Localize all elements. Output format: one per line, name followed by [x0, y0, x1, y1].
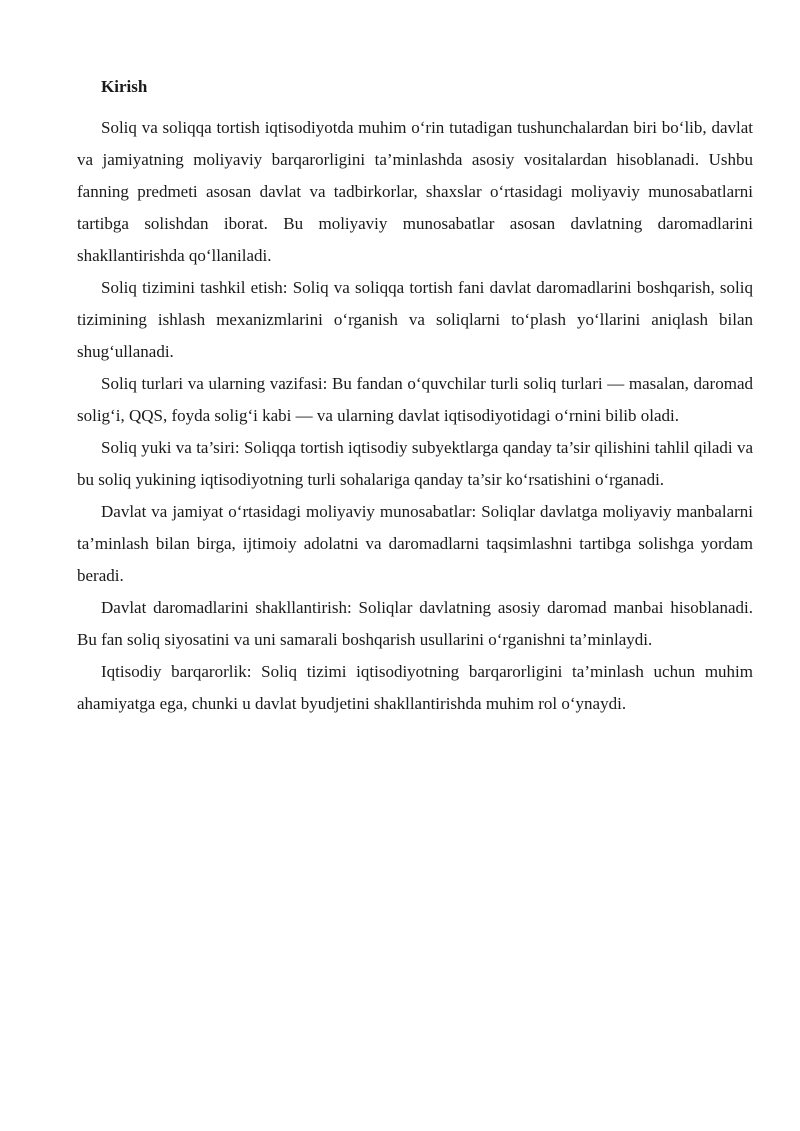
document-body	[77, 74, 753, 720]
paragraph-state-society: Davlat va jamiyat o‘rtasidagi moliyaviy munosabatlar: Soliqlar davlatga moliyaviy manbalarni ta’minlash bilan birga, ijtimoiy adolatni va daromadlarni taqsimlashni tartibga solishga yordam beradi.	[77, 502, 753, 585]
paragraph-tax-burden: Soliq yuki va ta’siri: Soliqqa tortish iqtisodiy subyektlarga qanday ta’sir qilishini tahlil qiladi va bu soliq yukining iqtisodiyotning turli sohalariga qanday ta’sir ko‘rsatishini o‘rganadi.	[77, 438, 753, 489]
paragraph-intro: Soliq va soliqqa tortish iqtisodiyotda muhim o‘rin tutadigan tushunchalardan biri bo‘lib, davlat va jamiyatning moliyaviy barqarorligini ta’minlashda asosiy vositalardan hisoblanadi. Ushbu fanning predmeti asosan davlat va tadbirkorlar, shaxslar o‘rtasidagi moliyaviy munosabatlarni tartibga solishdan iborat. Bu moliyaviy munosabatlar asosan davlatning daromadlarini shakllantirishda qo‘llaniladi.	[77, 118, 753, 265]
paragraph-tax-system: Soliq tizimini tashkil etish: Soliq va soliqqa tortish fani davlat daromadlarini boshqarish, soliq tizimining ishlash mexanizmlarini o‘rganish va soliqlarni to‘plash yo‘llarini aniqlash bilan shug‘ullanadi.	[77, 278, 753, 361]
section-heading: Kirish	[101, 77, 148, 96]
paragraph-economic-stability: Iqtisodiy barqarorlik: Soliq tizimi iqtisodiyotning barqarorligini ta’minlash uchun muhim ahamiyatga ega, chunki u davlat byudjetini shakllantirishda muhim rol o‘ynaydi.	[77, 662, 753, 713]
paragraph-state-revenue: Davlat daromadlarini shakllantirish: Soliqlar davlatning asosiy daromad manbai hisoblanadi. Bu fan soliq siyosatini va uni samarali boshqarish usullarini o‘rganishni ta’minlaydi.	[77, 598, 753, 649]
paragraph-tax-types: Soliq turlari va ularning vazifasi: Bu fandan o‘quvchilar turli soliq turlari — masalan, daromad solig‘i, QQS, foyda solig‘i kabi — va ularning davlat iqtisodiyotidagi o‘rnini bilib oladi.	[77, 374, 753, 425]
